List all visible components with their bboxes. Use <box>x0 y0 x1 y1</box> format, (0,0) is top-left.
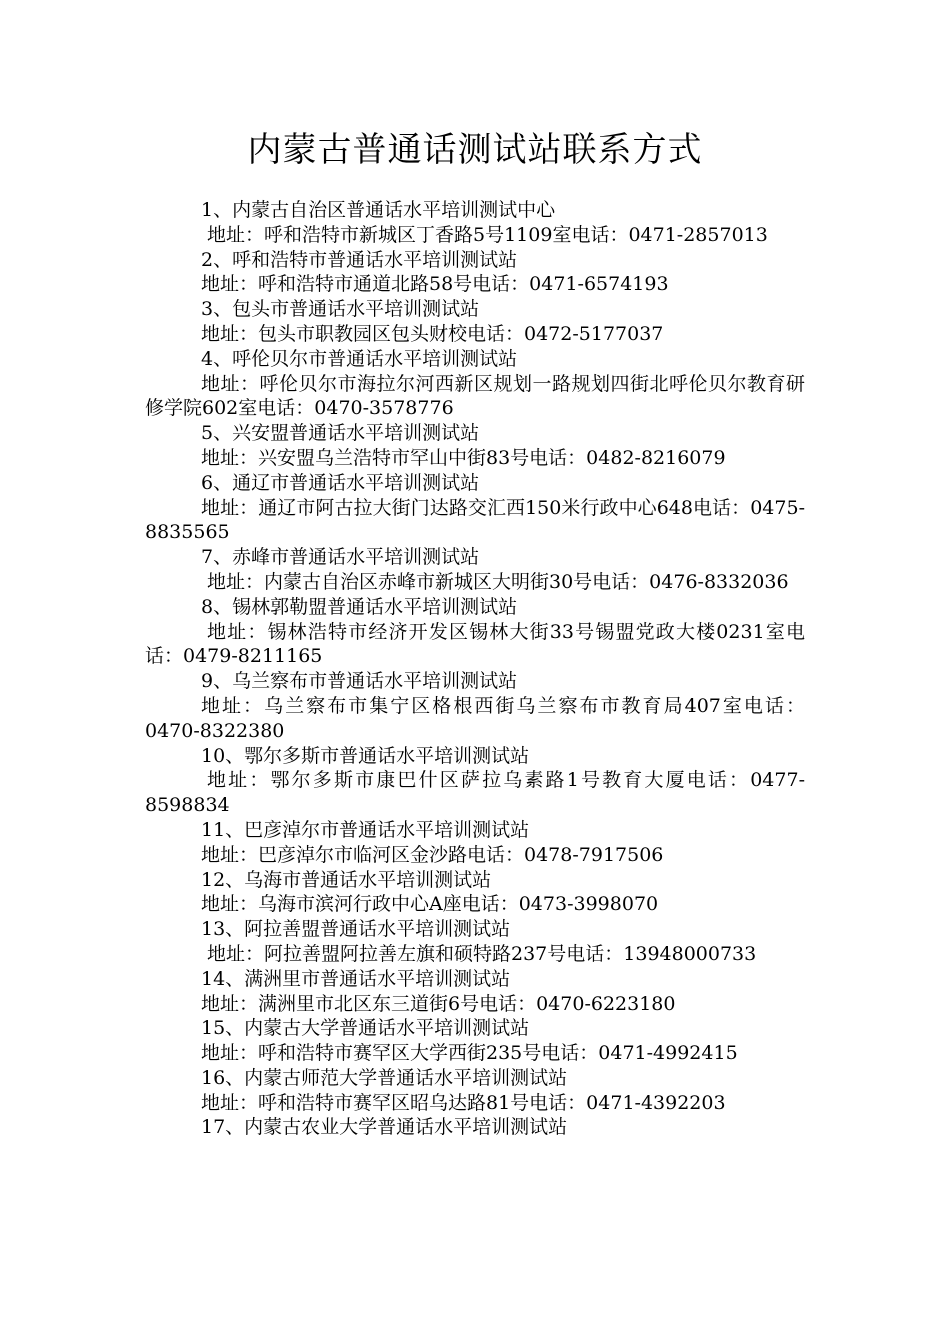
station-address: 地址：呼和浩特市通道北路58号电话：0471-6574193 <box>201 273 669 296</box>
station-address: 地址：锡林浩特市经济开发区锡林大街33号锡盟党政大楼0231室电话：0479-8211165 <box>145 620 805 668</box>
station-address: 地址：鄂尔多斯市康巴什区萨拉乌素路1号教育大厦电话：0477-8598834 <box>145 769 805 817</box>
list-item <box>145 1066 805 1116</box>
list-item <box>145 595 805 669</box>
station-name: 17、内蒙古农业大学普通话水平培训测试站 <box>201 1116 568 1139</box>
station-name: 13、阿拉善盟普通话水平培训测试站 <box>201 918 511 941</box>
station-address: 地址：内蒙古自治区赤峰市新城区大明街30号电话：0476-8332036 <box>207 570 789 593</box>
list-item <box>145 744 805 818</box>
station-address: 地址：乌海市滨河行政中心A座电话：0473-3998070 <box>201 893 659 916</box>
list-item <box>145 818 805 868</box>
page-title: 内蒙古普通话测试站联系方式 <box>247 130 703 170</box>
station-address: 地址：阿拉善盟阿拉善左旗和硕特路237号电话：13948000733 <box>207 942 757 965</box>
list-item <box>145 421 805 471</box>
station-name: 7、赤峰市普通话水平培训测试站 <box>201 546 480 569</box>
list-item <box>145 669 805 743</box>
list-item <box>145 471 805 545</box>
list-item <box>145 917 805 967</box>
station-name: 6、通辽市普通话水平培训测试站 <box>201 471 480 494</box>
station-name: 5、兴安盟普通话水平培训测试站 <box>201 422 480 445</box>
list-item <box>145 545 805 595</box>
station-name: 16、内蒙古师范大学普通话水平培训测试站 <box>201 1066 568 1089</box>
station-name: 4、呼伦贝尔市普通话水平培训测试站 <box>201 347 518 370</box>
station-address: 地址：巴彦淖尔市临河区金沙路电话：0478-7917506 <box>201 843 664 866</box>
station-name: 8、锡林郭勒盟普通话水平培训测试站 <box>201 595 518 618</box>
station-name: 10、鄂尔多斯市普通话水平培训测试站 <box>201 744 530 767</box>
station-name: 15、内蒙古大学普通话水平培训测试站 <box>201 1017 530 1040</box>
station-address: 地址：通辽市阿古拉大街门达路交汇西150米行政中心648电话：0475-8835565 <box>145 496 805 544</box>
station-name: 11、巴彦淖尔市普通话水平培训测试站 <box>201 818 530 841</box>
station-name: 9、乌兰察布市普通话水平培训测试站 <box>201 670 518 693</box>
station-address: 地址：兴安盟乌兰浩特市罕山中街83号电话：0482-8216079 <box>201 446 726 469</box>
station-address: 地址：满洲里市北区东三道街6号电话：0470-6223180 <box>201 992 676 1015</box>
list-item <box>145 967 805 1017</box>
list-item <box>145 297 805 347</box>
station-name: 1、内蒙古自治区普通话水平培训测试中心 <box>201 199 556 221</box>
station-address: 地址：呼和浩特市赛罕区大学西街235号电话：0471-4992415 <box>201 1042 738 1065</box>
list-item <box>145 248 805 298</box>
list-item <box>145 868 805 918</box>
station-name: 3、包头市普通话水平培训测试站 <box>201 298 480 321</box>
contact-list <box>145 198 805 1140</box>
station-name: 12、乌海市普通话水平培训测试站 <box>201 868 492 891</box>
station-name: 2、呼和浩特市普通话水平培训测试站 <box>201 248 518 271</box>
station-address: 地址：呼和浩特市新城区丁香路5号1109室电话：0471-2857013 <box>207 223 768 246</box>
station-address: 地址：乌兰察布市集宁区格根西街乌兰察布市教育局407室电话：0470-8322380 <box>145 694 805 742</box>
list-item <box>145 1016 805 1066</box>
list-item <box>145 347 805 421</box>
list-item <box>145 1115 805 1140</box>
station-address: 地址：包头市职教园区包头财校电话：0472-5177037 <box>201 322 664 345</box>
list-item <box>145 198 805 248</box>
station-address: 地址：呼和浩特市赛罕区昭乌达路81号电话：0471-4392203 <box>201 1091 726 1114</box>
station-address: 地址：呼伦贝尔市海拉尔河西新区规划一路规划四街北呼伦贝尔教育研修学院602室电话：0470-3578776 <box>145 372 805 420</box>
station-name: 14、满洲里市普通话水平培训测试站 <box>201 967 511 990</box>
